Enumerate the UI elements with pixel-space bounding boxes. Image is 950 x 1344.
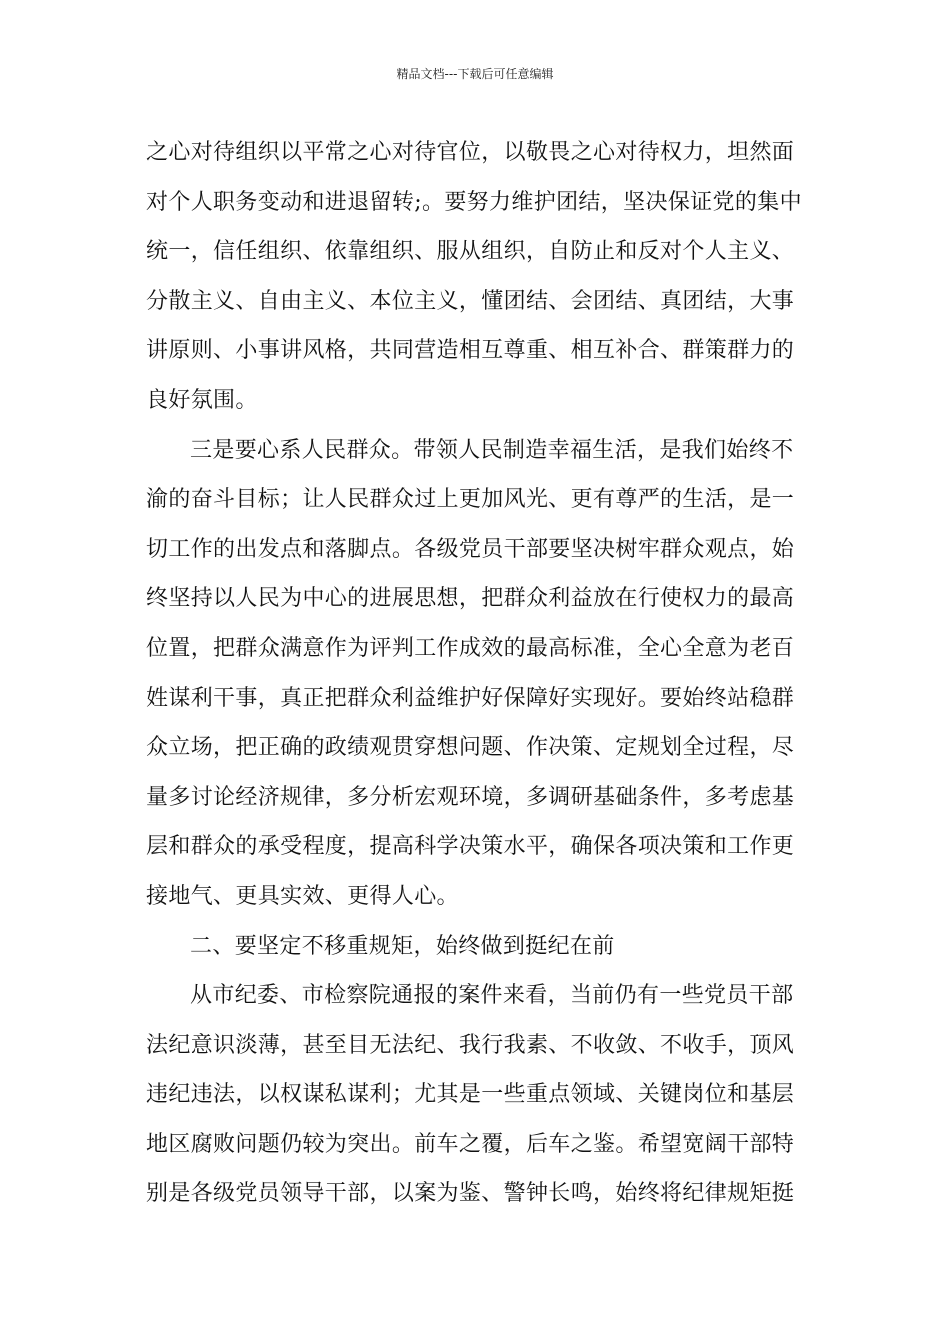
- text-line: 量多讨论经济规律，多分析宏观环境，多调研基础条件，多考虑基: [146, 784, 795, 810]
- text-line: 三是要心系人民群众。带领人民制造幸福生活，是我们始终不: [190, 437, 794, 463]
- text-line: 讲原则、小事讲风格，共同营造相互尊重、相互补合、群策群力的: [146, 338, 795, 364]
- text-line: 二、要坚定不移重规矩，始终做到挺纪在前: [190, 933, 615, 959]
- text-line: 姓谋利干事，真正把群众利益维护好保障好实现好。要始终站稳群: [146, 685, 795, 711]
- text-line: 从市纪委、市检察院通报的案件来看，当前仍有一些党员干部: [190, 983, 794, 1009]
- text-line: 对个人职务变动和进退留转;。要努力维护团结，坚决保证党的集中: [146, 189, 802, 215]
- text-line: 终坚持以人民为中心的进展思想，把群众利益放在行使权力的最高: [146, 586, 795, 612]
- text-line: 层和群众的承受程度，提高科学决策水平，确保各项决策和工作更: [146, 834, 795, 860]
- text-line: 众立场，把正确的政绩观贯穿想问题、作决策、定规划全过程，尽: [146, 735, 795, 761]
- text-line: 接地气、更具实效、更得人心。: [146, 883, 459, 909]
- text-line: 违纪违法，以权谋私谋利；尤其是一些重点领域、关键岗位和基层: [146, 1082, 795, 1108]
- page-header: 精品文档---下载后可任意编辑: [396, 67, 554, 81]
- text-line: 别是各级党员领导干部，以案为鉴、警钟长鸣，始终将纪律规矩挺: [146, 1181, 795, 1207]
- text-line: 之心对待组织以平常之心对待官位，以敬畏之心对待权力，坦然面: [146, 140, 795, 165]
- text-line: 渝的奋斗目标；让人民群众过上更加风光、更有尊严的生活，是一: [146, 487, 795, 513]
- body-text: [146, 128, 812, 1219]
- text-line: 良好氛围。: [146, 387, 258, 413]
- text-line: 地区腐败问题仍较为突出。前车之覆，后车之鉴。希望宽阔干部特: [146, 1131, 795, 1157]
- text-line: 统一，信任组织、依靠组织、服从组织，自防止和反对个人主义、: [146, 239, 795, 265]
- text-line: 切工作的出发点和落脚点。各级党员干部要坚决树牢群众观点，始: [146, 536, 795, 562]
- text-line: 分散主义、自由主义、本位主义，懂团结、会团结、真团结，大事: [146, 288, 795, 314]
- text-line: 法纪意识淡薄，甚至目无法纪、我行我素、不收敛、不收手，顶风: [146, 1032, 795, 1058]
- text-line: 位置，把群众满意作为评判工作成效的最高标准，全心全意为老百: [146, 635, 795, 661]
